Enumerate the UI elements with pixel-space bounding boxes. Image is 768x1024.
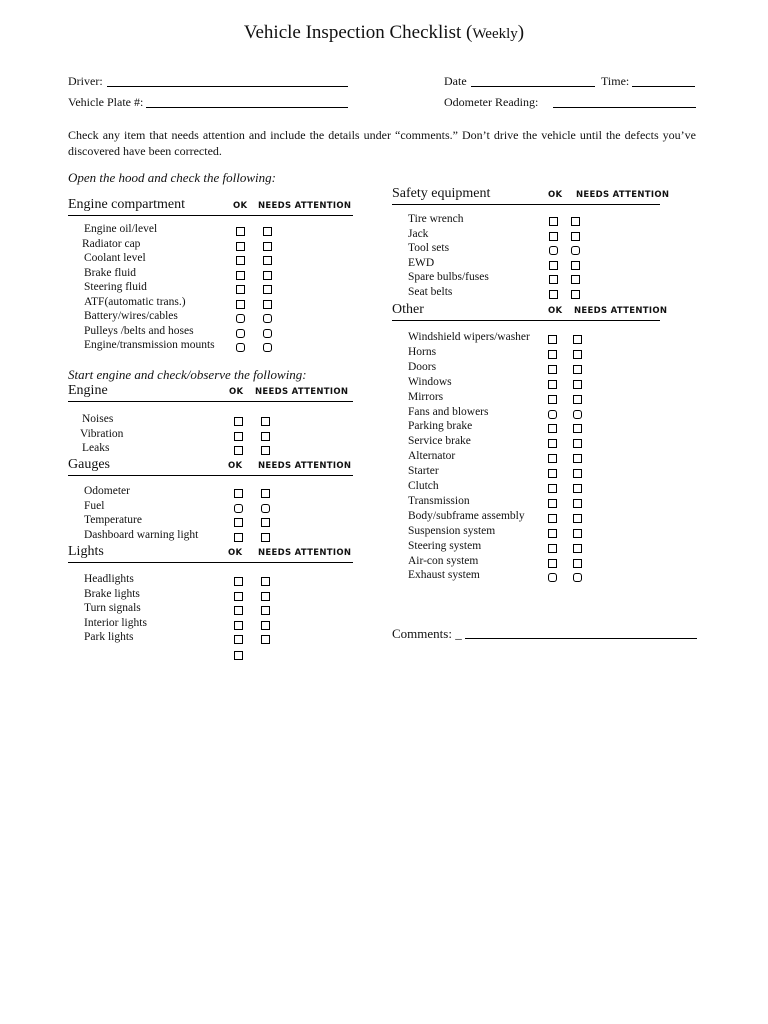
ok-checkbox-tire-wrench[interactable] <box>549 217 558 226</box>
item-odometer: Odometer <box>84 485 130 497</box>
driver-field[interactable] <box>107 86 348 87</box>
ok-checkbox-ewd[interactable] <box>549 261 558 270</box>
item-steering-system: Steering system <box>408 539 482 552</box>
item-windshield-wipers-washer: Windshield wipers/washer <box>408 331 530 343</box>
ok-checkbox-windshield-wipers-washer[interactable] <box>548 335 557 344</box>
ok-checkbox-steering-system[interactable] <box>548 544 557 553</box>
ok-checkbox-odometer[interactable] <box>234 489 243 498</box>
item-turn-signals: Turn signals <box>84 602 141 614</box>
ok-checkbox-suspension-system[interactable] <box>548 529 557 538</box>
item-clutch: Clutch <box>408 480 439 492</box>
needs-attention-checkbox-headlights[interactable] <box>261 577 270 586</box>
needs-attention-checkbox-horns[interactable] <box>573 350 582 359</box>
other-divider <box>392 320 660 321</box>
item-atf-automatic-trans: ATF(automatic trans.) <box>84 295 186 308</box>
item-tool-sets: Tool sets <box>408 242 450 255</box>
ok-checkbox-windows[interactable] <box>548 380 557 389</box>
time-field[interactable] <box>632 86 695 87</box>
ok-checkbox-jack[interactable] <box>549 232 558 241</box>
needs-attention-checkbox-park-lights[interactable] <box>261 635 270 644</box>
lights-needs-attention-header: NEEDS ATTENTION <box>258 548 352 558</box>
ok-checkbox-radiator-cap[interactable] <box>236 242 245 251</box>
engine-section-title: Engine <box>68 383 108 398</box>
needs-attention-checkbox-temperature[interactable] <box>261 518 270 527</box>
ok-checkbox-noises[interactable] <box>234 417 243 426</box>
ok-checkbox-headlights[interactable] <box>234 577 243 586</box>
needs-attention-checkbox-starter[interactable] <box>573 469 582 478</box>
item-doors: Doors <box>408 360 437 373</box>
item-noises: Noises <box>82 413 114 425</box>
ok-checkbox-park-lights[interactable] <box>234 635 243 644</box>
item-suspension-system: Suspension system <box>408 524 496 537</box>
ok-checkbox-service-brake[interactable] <box>548 439 557 448</box>
needs-attention-checkbox-brake-fluid[interactable] <box>263 271 272 280</box>
needs-attention-checkbox-ewd[interactable] <box>571 261 580 270</box>
ok-checkbox-doors[interactable] <box>548 365 557 374</box>
item-service-brake: Service brake <box>408 435 471 448</box>
needs-attention-checkbox-doors[interactable] <box>573 365 582 374</box>
title-frequency: Weekly <box>472 26 518 42</box>
page-title <box>0 22 768 44</box>
gauges-section-title: Gauges <box>68 457 110 472</box>
engine-compartment-section-title: Engine compartment <box>68 197 186 212</box>
item-engine-oil-level: Engine oil/level <box>84 223 158 235</box>
needs-attention-checkbox-dashboard-warning-light[interactable] <box>261 533 270 542</box>
item-tire-wrench: Tire wrench <box>408 213 464 225</box>
other-ok-header: OK <box>548 306 563 316</box>
ok-checkbox-turn-signals[interactable] <box>234 606 243 615</box>
ok-checkbox-starter[interactable] <box>548 469 557 478</box>
item-windows: Windows <box>408 375 452 388</box>
needs-attention-checkbox-engine-oil-level[interactable] <box>263 227 272 236</box>
ok-checkbox-horns[interactable] <box>548 350 557 359</box>
other-section-title: Other <box>392 302 424 317</box>
ok-checkbox-transmission[interactable] <box>548 499 557 508</box>
item-brake-fluid: Brake fluid <box>84 266 137 279</box>
needs-attention-checkbox-tool-sets[interactable] <box>571 246 580 255</box>
item-exhaust-system: Exhaust system <box>408 569 480 582</box>
needs-attention-checkbox-service-brake[interactable] <box>573 439 582 448</box>
needs-attention-checkbox-windshield-wipers-washer[interactable] <box>573 335 582 344</box>
ok-checkbox-spare-bulbs-fuses[interactable] <box>549 275 558 284</box>
ok-checkbox-dashboard-warning-light[interactable] <box>234 533 243 542</box>
item-park-lights: Park lights <box>84 631 134 643</box>
needs-attention-checkbox-noises[interactable] <box>261 417 270 426</box>
ok-checkbox-engine-transmission-mounts[interactable] <box>236 343 245 352</box>
ok-checkbox-tool-sets[interactable] <box>549 246 558 255</box>
ok-checkbox-fans-and-blowers[interactable] <box>548 410 557 419</box>
item-horns: Horns <box>408 345 437 358</box>
item-fans-and-blowers: Fans and blowers <box>408 405 489 418</box>
needs-attention-checkbox-air-con-system[interactable] <box>573 559 582 568</box>
item-seat-belts: Seat belts <box>408 286 453 298</box>
ok-checkbox-brake-fluid[interactable] <box>236 271 245 280</box>
safety-divider <box>392 204 660 205</box>
item-interior-lights: Interior lights <box>84 616 147 629</box>
needs-attention-checkbox-spare-bulbs-fuses[interactable] <box>571 275 580 284</box>
ok-checkbox-parking-brake[interactable] <box>548 424 557 433</box>
needs-attention-checkbox-mirrors[interactable] <box>573 395 582 404</box>
ok-checkbox-body-subframe-assembly[interactable] <box>548 514 557 523</box>
ok-checkbox-fuel[interactable] <box>234 504 243 513</box>
item-air-con-system: Air-con system <box>408 554 479 567</box>
needs-attention-checkbox-transmission[interactable] <box>573 499 582 508</box>
date-label: Date <box>444 74 467 88</box>
item-temperature: Temperature <box>84 514 142 526</box>
needs-attention-checkbox-engine-transmission-mounts[interactable] <box>263 343 272 352</box>
item-body-subframe-assembly: Body/subframe assembly <box>408 509 525 522</box>
ok-checkbox-atf-automatic-trans[interactable] <box>236 300 245 309</box>
engine-needs-attention-header: NEEDS ATTENTION <box>255 387 349 397</box>
instructions: Check any item that needs attention and include the details under “comments.” Don’t drive the vehicle until the defects you’ve discovered have been corrected. <box>68 128 696 158</box>
safety-section-title: Safety equipment <box>392 186 491 201</box>
item-mirrors: Mirrors <box>408 390 444 403</box>
ok-checkbox-brake-lights[interactable] <box>234 592 243 601</box>
item-spare-bulbs-fuses: Spare bulbs/fuses <box>408 271 489 284</box>
ok-checkbox-engine-oil-level[interactable] <box>236 227 245 236</box>
driver-label: Driver: <box>68 74 103 88</box>
needs-attention-checkbox-fans-and-blowers[interactable] <box>573 410 582 419</box>
ok-checkbox-coolant-level[interactable] <box>236 256 245 265</box>
safety-needs-attention-header: NEEDS ATTENTION <box>576 190 670 200</box>
item-alternator: Alternator <box>408 450 456 463</box>
needs-attention-checkbox-odometer[interactable] <box>261 489 270 498</box>
needs-attention-checkbox-pulleys-belts-and-hoses[interactable] <box>263 329 272 338</box>
item-leaks: Leaks <box>82 442 110 454</box>
ok-checkbox-alternator[interactable] <box>548 454 557 463</box>
engine-compartment-divider <box>68 215 353 216</box>
ok-checkbox-mirrors[interactable] <box>548 395 557 404</box>
needs-attention-checkbox-steering-system[interactable] <box>573 544 582 553</box>
item-battery-wires-cables: Battery/wires/cables <box>84 310 178 322</box>
needs-attention-checkbox-suspension-system[interactable] <box>573 529 582 538</box>
item-parking-brake: Parking brake <box>408 420 473 433</box>
needs-attention-checkbox-fuel[interactable] <box>261 504 270 513</box>
needs-attention-checkbox-clutch[interactable] <box>573 484 582 493</box>
item-headlights: Headlights <box>84 573 134 585</box>
item-transmission: Transmission <box>408 494 470 507</box>
engine-divider <box>68 401 353 402</box>
ok-checkbox-vibration[interactable] <box>234 432 243 441</box>
item-coolant-level: Coolant level <box>84 252 146 264</box>
safety-ok-header: OK <box>548 190 563 200</box>
item-brake-lights: Brake lights <box>84 587 140 600</box>
item-steering-fluid: Steering fluid <box>84 281 147 293</box>
engine-compartment-needs-attention-header: NEEDS ATTENTION <box>258 201 352 211</box>
item-ewd: EWD <box>408 256 435 269</box>
needs-attention-checkbox-atf-automatic-trans[interactable] <box>263 300 272 309</box>
gauges-divider <box>68 475 353 476</box>
ok-checkbox-pulleys-belts-and-hoses[interactable] <box>236 329 245 338</box>
needs-attention-checkbox-radiator-cap[interactable] <box>263 242 272 251</box>
title-close: ) <box>517 22 525 43</box>
needs-attention-checkbox-seat-belts[interactable] <box>571 290 580 299</box>
plate-field[interactable] <box>146 107 348 108</box>
engine-compartment-ok-header: OK <box>233 201 248 211</box>
item-starter: Starter <box>408 465 439 478</box>
comments-label: Comments: _ <box>392 626 462 641</box>
needs-attention-checkbox-vibration[interactable] <box>261 432 270 441</box>
needs-attention-checkbox-tire-wrench[interactable] <box>571 217 580 226</box>
lights-section-title: Lights <box>68 544 104 559</box>
needs-attention-checkbox-interior-lights[interactable] <box>261 621 270 630</box>
other-needs-attention-header: NEEDS ATTENTION <box>574 306 668 316</box>
needs-attention-checkbox-turn-signals[interactable] <box>261 606 270 615</box>
needs-attention-checkbox-alternator[interactable] <box>573 454 582 463</box>
ok-checkbox-exhaust-system[interactable] <box>548 573 557 582</box>
needs-attention-checkbox-steering-fluid[interactable] <box>263 285 272 294</box>
needs-attention-checkbox-windows[interactable] <box>573 380 582 389</box>
needs-attention-checkbox-body-subframe-assembly[interactable] <box>573 514 582 523</box>
needs-attention-checkbox-brake-lights[interactable] <box>261 592 270 601</box>
ok-checkbox-leaks[interactable] <box>234 446 243 455</box>
item-dashboard-warning-light: Dashboard warning light <box>84 528 199 541</box>
comments-field[interactable] <box>465 638 697 639</box>
needs-attention-checkbox-coolant-level[interactable] <box>263 256 272 265</box>
gauges-ok-header: OK <box>228 461 243 471</box>
extra-checkbox[interactable] <box>234 651 243 660</box>
time-label: Time: <box>601 74 630 88</box>
subheading-open-hood: Open the hood and check the following: <box>68 170 276 185</box>
ok-checkbox-air-con-system[interactable] <box>548 559 557 568</box>
lights-ok-header: OK <box>228 548 243 558</box>
needs-attention-checkbox-battery-wires-cables[interactable] <box>263 314 272 323</box>
date-field[interactable] <box>471 86 595 87</box>
subheading-start-engine: Start engine and check/observe the following: <box>68 367 307 382</box>
item-engine-transmission-mounts: Engine/transmission mounts <box>84 339 215 351</box>
ok-checkbox-interior-lights[interactable] <box>234 621 243 630</box>
odometer-label: Odometer Reading: <box>444 95 539 109</box>
item-vibration: Vibration <box>80 427 124 440</box>
item-fuel: Fuel <box>84 499 105 512</box>
engine-ok-header: OK <box>229 387 244 397</box>
needs-attention-checkbox-leaks[interactable] <box>261 446 270 455</box>
ok-checkbox-battery-wires-cables[interactable] <box>236 314 245 323</box>
ok-checkbox-temperature[interactable] <box>234 518 243 527</box>
needs-attention-checkbox-parking-brake[interactable] <box>573 424 582 433</box>
item-jack: Jack <box>408 227 429 240</box>
item-radiator-cap: Radiator cap <box>82 237 141 250</box>
gauges-needs-attention-header: NEEDS ATTENTION <box>258 461 352 471</box>
ok-checkbox-steering-fluid[interactable] <box>236 285 245 294</box>
needs-attention-checkbox-jack[interactable] <box>571 232 580 241</box>
item-pulleys-belts-and-hoses: Pulleys /belts and hoses <box>84 324 194 337</box>
ok-checkbox-seat-belts[interactable] <box>549 290 558 299</box>
title-main: Vehicle Inspection Checklist ( <box>243 22 473 43</box>
ok-checkbox-clutch[interactable] <box>548 484 557 493</box>
odometer-field[interactable] <box>553 107 696 108</box>
lights-divider <box>68 562 353 563</box>
needs-attention-checkbox-exhaust-system[interactable] <box>573 573 582 582</box>
plate-label: Vehicle Plate #: <box>68 95 144 109</box>
